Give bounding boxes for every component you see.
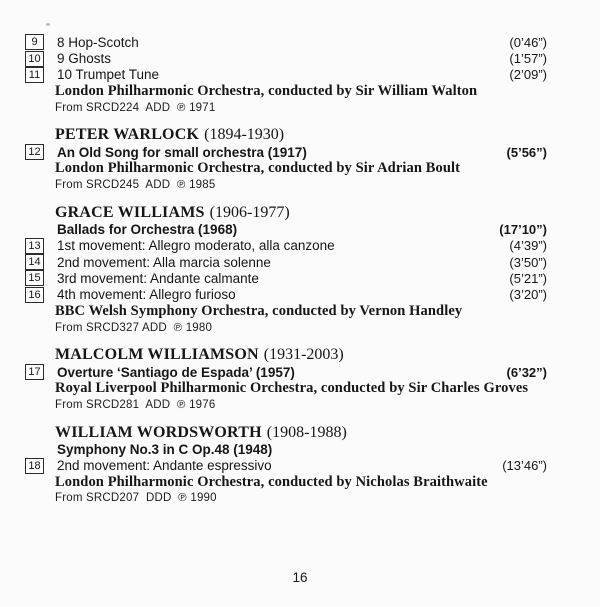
source-note: From SRCD224 ADD ℗ 1971 bbox=[55, 101, 216, 114]
orchestra-credit: London Philharmonic Orchestra, conducted by Sir William Walton bbox=[55, 82, 478, 99]
track-title: 2nd movement: Andante espressivo bbox=[57, 458, 272, 474]
track-number-box: 10 bbox=[25, 51, 44, 67]
track-number-box: 18 bbox=[25, 458, 44, 474]
track-row bbox=[25, 34, 547, 50]
orchestra-credit: BBC Welsh Symphony Orchestra, conducted by Vernon Handley bbox=[55, 302, 463, 319]
work-title-row bbox=[25, 221, 547, 237]
work-title: Ballads for Orchestra (1968) bbox=[57, 221, 238, 237]
source-note: From SRCD327 ADD ℗ 1980 bbox=[55, 321, 213, 334]
composer-dates: (1908-1988) bbox=[266, 423, 347, 441]
track-title: 1st movement: Allegro moderato, alla canzone bbox=[57, 238, 335, 254]
work-title-row bbox=[25, 441, 547, 457]
track-title: 2nd movement: Alla marcia solenne bbox=[57, 254, 271, 270]
track-number-box: 14 bbox=[25, 254, 44, 270]
track-number-box: 12 bbox=[25, 144, 44, 160]
track-duration: (2’09”) bbox=[509, 67, 547, 83]
composer-name: PETER WARLOCK bbox=[55, 126, 200, 144]
track-listing bbox=[25, 34, 547, 507]
track-title: Overture ‘Santiago de Espada’ (1957) bbox=[57, 364, 295, 380]
composer-name: WILLIAM WORDSWORTH bbox=[55, 423, 262, 441]
track-row bbox=[25, 287, 547, 303]
track-number-box bbox=[25, 221, 44, 237]
page-number: 16 bbox=[292, 570, 308, 585]
section-wordsworth bbox=[25, 424, 547, 507]
composer-name: MALCOLM WILLIAMSON bbox=[55, 346, 259, 364]
track-number-box: 17 bbox=[25, 364, 44, 380]
track-title: 10 Trumpet Tune bbox=[57, 67, 160, 83]
track-duration: (5’56”) bbox=[506, 144, 547, 160]
track-duration: (6’32”) bbox=[506, 364, 547, 380]
track-number-box: 13 bbox=[25, 238, 44, 254]
track-number-box: 11 bbox=[25, 67, 44, 83]
track-duration: (4’39”) bbox=[509, 238, 547, 254]
track-duration: (1’57”) bbox=[509, 51, 547, 67]
track-title: 9 Ghosts bbox=[57, 51, 112, 67]
composer-heading bbox=[25, 127, 547, 144]
composer-heading bbox=[25, 347, 547, 364]
track-title: 8 Hop-Scotch bbox=[57, 34, 139, 50]
work-title: Symphony No.3 in C Op.48 (1948) bbox=[57, 441, 273, 457]
scan-speck-artifact bbox=[46, 23, 50, 26]
track-duration: (0’46”) bbox=[509, 34, 547, 50]
work-duration: (17’10”) bbox=[499, 221, 547, 237]
orchestra-credit: Royal Liverpool Philharmonic Orchestra, conducted by Sir Charles Groves bbox=[55, 379, 529, 396]
composer-dates: (1894-1930) bbox=[204, 126, 285, 144]
orchestra-credit: London Philharmonic Orchestra, conducted by Nicholas Braithwaite bbox=[55, 473, 488, 490]
track-row bbox=[25, 457, 547, 473]
track-number-box bbox=[25, 441, 44, 457]
track-row bbox=[25, 144, 547, 160]
composer-dates: (1931-2003) bbox=[263, 346, 344, 364]
track-duration: (3’50”) bbox=[509, 254, 547, 270]
track-number-box: 9 bbox=[25, 34, 44, 50]
composer-dates: (1906-1977) bbox=[209, 203, 290, 221]
track-duration: (5’21”) bbox=[509, 270, 547, 286]
track-title: 3rd movement: Andante calmante bbox=[57, 270, 259, 286]
track-row bbox=[25, 50, 547, 66]
track-title: An Old Song for small orchestra (1917) bbox=[57, 144, 307, 160]
composer-heading bbox=[25, 204, 547, 221]
source-note: From SRCD245 ADD ℗ 1985 bbox=[55, 178, 216, 191]
source-note: From SRCD281 ADD ℗ 1976 bbox=[55, 398, 216, 411]
track-number-box: 15 bbox=[25, 270, 44, 286]
section-williamson bbox=[25, 347, 547, 413]
track-title: 4th movement: Allegro furioso bbox=[57, 287, 236, 303]
track-duration: (3’20”) bbox=[509, 287, 547, 303]
section-warlock bbox=[25, 127, 547, 193]
track-row bbox=[25, 254, 547, 270]
track-row bbox=[25, 364, 547, 380]
orchestra-credit: London Philharmonic Orchestra, conducted by Sir Adrian Boult bbox=[55, 160, 461, 177]
track-number-box: 16 bbox=[25, 287, 44, 303]
track-row bbox=[25, 238, 547, 254]
section-williams bbox=[25, 204, 547, 336]
composer-name: GRACE WILLIAMS bbox=[55, 203, 205, 221]
section-walton-tracks bbox=[25, 34, 547, 116]
track-row bbox=[25, 67, 547, 83]
track-duration: (13’46”) bbox=[502, 458, 547, 474]
composer-heading bbox=[25, 424, 547, 441]
source-note: From SRCD207 DDD ℗ 1990 bbox=[55, 492, 217, 505]
track-row bbox=[25, 270, 547, 286]
